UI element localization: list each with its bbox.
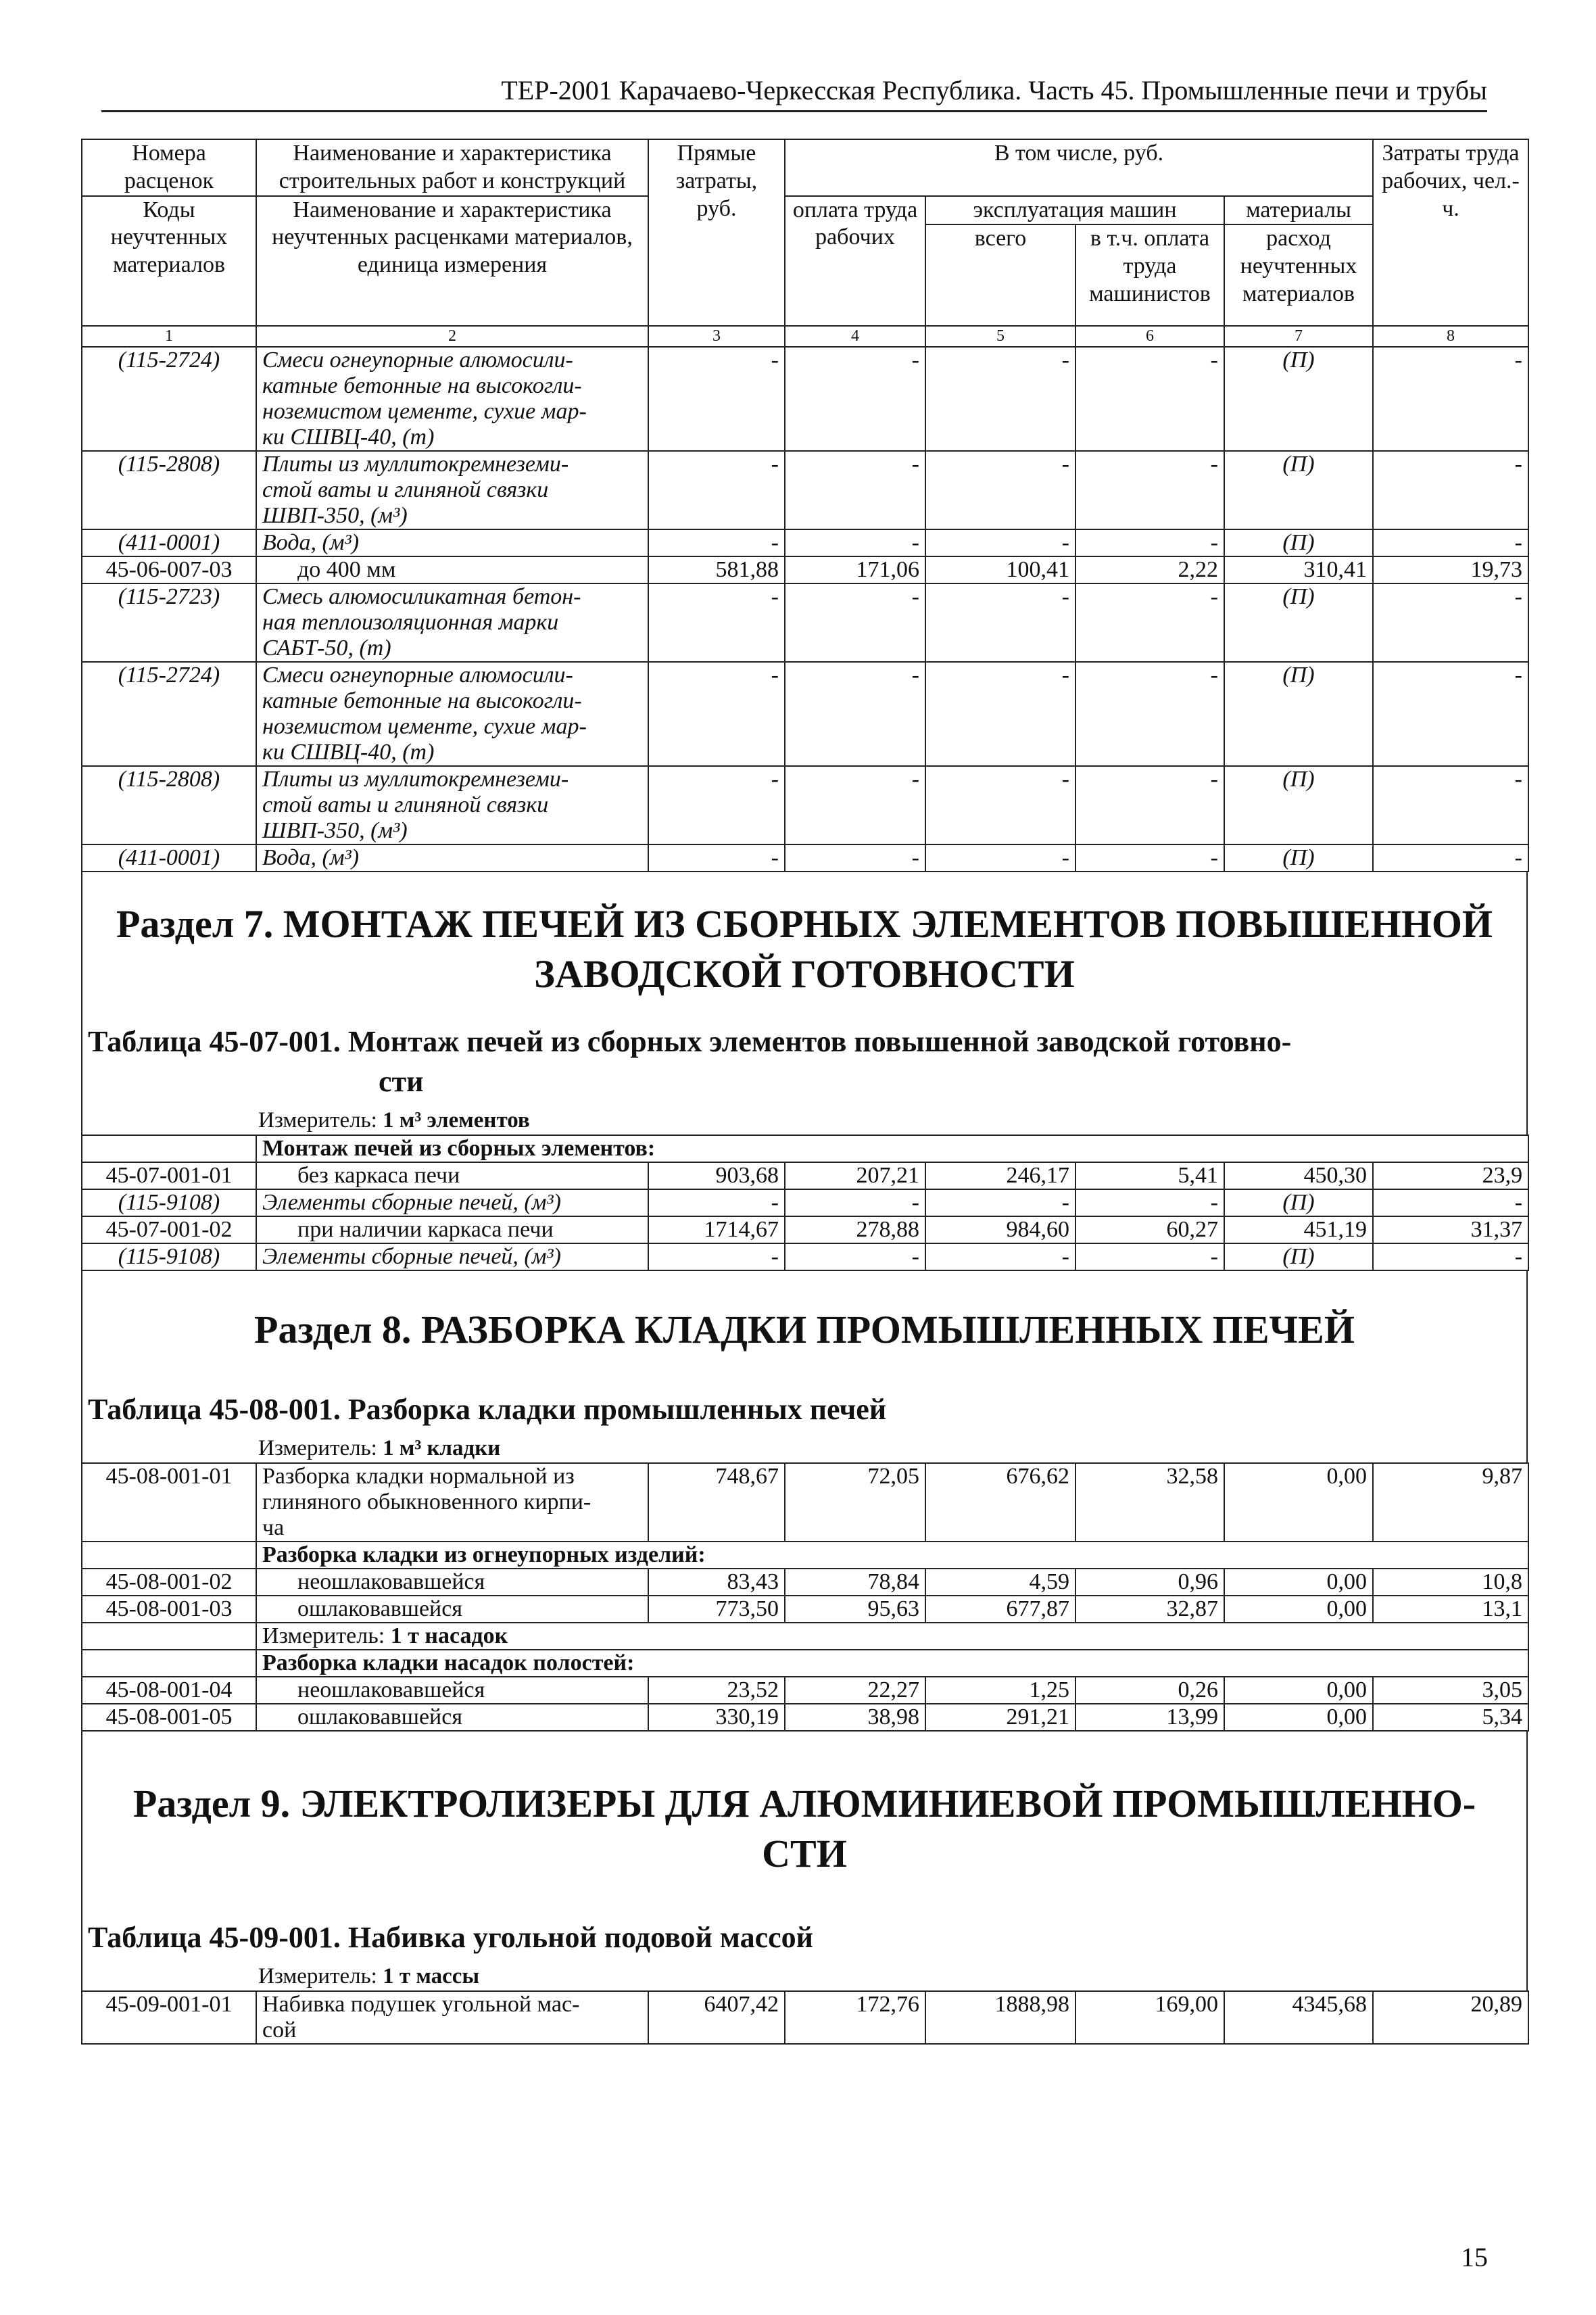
value-c8: 23,9 <box>1373 1162 1528 1189</box>
item-name-line: Набивка подушек угольной мас- <box>262 1991 580 2017</box>
value-c4: - <box>785 347 925 451</box>
table-row <box>82 662 1528 766</box>
value-c6: 13,99 <box>1075 1704 1224 1731</box>
section-9-title: Раздел 9. ЭЛЕКТРОЛИЗЕРЫ ДЛЯ АЛЮМИНИЕВОЙ ПРОМЫШЛЕННО- СТИ <box>132 1782 1476 1876</box>
value-c3: - <box>648 451 785 529</box>
value-c7: (П) <box>1224 451 1373 529</box>
item-name: при наличии каркаса печи <box>256 1216 648 1243</box>
section-7-title: Раздел 7. МОНТАЖ ПЕЧЕЙ ИЗ СБОРНЫХ ЭЛЕМЕНТОВ ПОВЫШЕННОЙ ЗАВОДСКОЙ ГОТОВНОСТИ <box>116 902 1493 997</box>
value-c5: - <box>925 347 1075 451</box>
hdr-col3: Прямые затраты, руб. <box>648 139 785 326</box>
value-c6: - <box>1075 766 1224 844</box>
value-c8: 13,1 <box>1373 1596 1528 1623</box>
value-c6: - <box>1075 347 1224 451</box>
value-c6: - <box>1075 844 1224 872</box>
item-name-line: Разборка кладки нормальной из <box>262 1464 575 1489</box>
meter-45-07: Измеритель: 1 м³ элементов <box>258 1108 530 1133</box>
value-c6: 2,22 <box>1075 556 1224 583</box>
table-45-07-001-title: Таблица 45-07-001. Монтаж печей из сборных элементов повышенной заводской готовно- сти <box>88 1024 1292 1099</box>
value-c5: 246,17 <box>925 1162 1075 1189</box>
item-name-line: стой ваты и глиняной связки <box>262 477 549 503</box>
table-row <box>82 766 1528 844</box>
value-c7: 0,00 <box>1224 1569 1373 1596</box>
section-8-title: Раздел 8. РАЗБОРКА КЛАДКИ ПРОМЫШЛЕННЫХ ПЕЧЕЙ <box>254 1308 1355 1352</box>
item-name: без каркаса печи <box>256 1162 648 1189</box>
column-number: 2 <box>256 326 648 347</box>
value-c6: 5,41 <box>1075 1162 1224 1189</box>
value-c3: - <box>648 1243 785 1270</box>
item-name-line: стой ваты и глиняной связки <box>262 792 549 818</box>
rate-code: (411-0001) <box>82 529 256 556</box>
value-c7: (П) <box>1224 529 1373 556</box>
item-name-line: ная теплоизоляционная марки <box>262 610 559 636</box>
value-c4: - <box>785 662 925 766</box>
rate-code: 45-07-001-02 <box>82 1216 256 1243</box>
value-c8: 20,89 <box>1373 1991 1528 2044</box>
value-c6: - <box>1075 1243 1224 1270</box>
item-name <box>256 662 648 766</box>
table-row <box>82 451 1528 529</box>
value-c8: - <box>1373 1189 1528 1216</box>
item-name <box>256 1463 648 1542</box>
item-name <box>256 529 648 556</box>
table-row <box>82 1216 1528 1243</box>
value-c7: 310,41 <box>1224 556 1373 583</box>
value-c3: 903,68 <box>648 1162 785 1189</box>
table-row <box>82 529 1528 556</box>
value-c5: - <box>925 1189 1075 1216</box>
item-name-line: Вода, (м³) <box>262 530 360 556</box>
section-7 <box>81 872 1528 1135</box>
value-c6: - <box>1075 451 1224 529</box>
value-c3: 23,52 <box>648 1677 785 1704</box>
value-c5: 984,60 <box>925 1216 1075 1243</box>
hdr-col2-bottom: Наименование и характеристика неучтенных расценками материалов, единица измерения <box>256 196 648 327</box>
value-c4: 72,05 <box>785 1463 925 1542</box>
item-name: неошлаковавшейся <box>256 1677 648 1704</box>
value-c4: 207,21 <box>785 1162 925 1189</box>
value-c4: 172,76 <box>785 1991 925 2044</box>
value-c7: 0,00 <box>1224 1677 1373 1704</box>
item-name-line: Плиты из муллитокремнеземи- <box>262 452 569 477</box>
value-c3: - <box>648 844 785 872</box>
value-c3: - <box>648 1189 785 1216</box>
item-name-line: Смеси огнеупорные алюмосили- <box>262 663 573 688</box>
rate-code: 45-07-001-01 <box>82 1162 256 1189</box>
value-c5: 1,25 <box>925 1677 1075 1704</box>
value-c8: 3,05 <box>1373 1677 1528 1704</box>
item-name-line: глиняного обыкновенного кирпи- <box>262 1489 591 1515</box>
rate-code: 45-08-001-04 <box>82 1677 256 1704</box>
page-header: ТЕР-2001 Карачаево-Черкесская Республика. Часть 45. Промышленные печи и трубы <box>101 74 1487 112</box>
value-c5: 676,62 <box>925 1463 1075 1542</box>
value-c7: 0,00 <box>1224 1463 1373 1542</box>
value-c3: - <box>648 347 785 451</box>
rate-code: 45-08-001-02 <box>82 1569 256 1596</box>
value-c8: - <box>1373 766 1528 844</box>
rate-code: 45-08-001-01 <box>82 1463 256 1542</box>
item-name-line: ШВП-350, (м³) <box>262 818 408 844</box>
value-c6: - <box>1075 662 1224 766</box>
value-c4: - <box>785 583 925 662</box>
value-c8: 5,34 <box>1373 1704 1528 1731</box>
rate-code: 45-08-001-05 <box>82 1704 256 1731</box>
column-number: 8 <box>1373 326 1528 347</box>
value-c5: - <box>925 662 1075 766</box>
value-c5: 4,59 <box>925 1569 1075 1596</box>
hdr-group: В том числе, руб. <box>785 139 1373 196</box>
item-name-line: Смесь алюмосиликатная бетон- <box>262 584 581 610</box>
value-c7: (П) <box>1224 347 1373 451</box>
hdr-col5: всего <box>925 224 1075 326</box>
empty-cell <box>82 1623 256 1650</box>
value-c3: 6407,42 <box>648 1991 785 2044</box>
item-name-line: Вода, (м³) <box>262 845 360 871</box>
value-c8: - <box>1373 529 1528 556</box>
value-c3: 773,50 <box>648 1596 785 1623</box>
value-c8: 9,87 <box>1373 1463 1528 1542</box>
meter-2-value: 1 т насадок <box>390 1623 508 1649</box>
rate-code: 45-08-001-03 <box>82 1596 256 1623</box>
item-name: неошлаковавшейся <box>256 1569 648 1596</box>
table-45-09-001 <box>81 1990 1529 2045</box>
table-row <box>82 1991 1528 2044</box>
value-c7: 450,30 <box>1224 1162 1373 1189</box>
item-name-line: ноземистом цементе, сухие мар- <box>262 714 587 740</box>
value-c8: - <box>1373 347 1528 451</box>
value-c5: - <box>925 766 1075 844</box>
value-c7: 451,19 <box>1224 1216 1373 1243</box>
value-c3: - <box>648 766 785 844</box>
rate-code: (115-9108) <box>82 1189 256 1216</box>
rate-code: (115-2723) <box>82 583 256 662</box>
item-name-line: катные бетонные на высокогли- <box>262 688 582 714</box>
value-c4: - <box>785 451 925 529</box>
item-name-line: ки СШВЦ-40, (т) <box>262 425 435 450</box>
item-name-line: ноземистом цементе, сухие мар- <box>262 399 587 425</box>
value-c6: - <box>1075 529 1224 556</box>
item-name <box>256 1991 648 2044</box>
table-row <box>82 1162 1528 1189</box>
table-row <box>82 347 1528 451</box>
item-name-line: катные бетонные на высокогли- <box>262 373 582 399</box>
value-c7: (П) <box>1224 1189 1373 1216</box>
item-name-line: Плиты из муллитокремнеземи- <box>262 767 569 792</box>
value-c7: (П) <box>1224 1243 1373 1270</box>
value-c3: 330,19 <box>648 1704 785 1731</box>
value-c3: 748,67 <box>648 1463 785 1542</box>
rate-code: 45-09-001-01 <box>82 1991 256 2044</box>
value-c8: - <box>1373 1243 1528 1270</box>
value-c3: 83,43 <box>648 1569 785 1596</box>
rate-code: (411-0001) <box>82 844 256 872</box>
value-c8: - <box>1373 583 1528 662</box>
hdr-col1-top: Номера расценок <box>82 139 256 196</box>
item-name: ошлаковавшейся <box>256 1704 648 1731</box>
value-c6: 32,58 <box>1075 1463 1224 1542</box>
meter-2 <box>256 1623 1528 1650</box>
value-c3: 581,88 <box>648 556 785 583</box>
column-number: 6 <box>1075 326 1224 347</box>
meter-45-09: Измеритель: 1 т массы <box>258 1963 480 1988</box>
item-name <box>256 347 648 451</box>
value-c4: - <box>785 529 925 556</box>
value-c7: 0,00 <box>1224 1704 1373 1731</box>
hdr-col1-bottom: Коды неучтенных материалов <box>82 196 256 327</box>
value-c5: - <box>925 451 1075 529</box>
document-frame <box>81 139 1528 2045</box>
item-name <box>256 766 648 844</box>
table-row <box>82 556 1528 583</box>
value-c5: 100,41 <box>925 556 1075 583</box>
value-c7: (П) <box>1224 766 1373 844</box>
empty-cell <box>82 1542 256 1569</box>
rate-code: 45-06-007-03 <box>82 556 256 583</box>
value-c4: 171,06 <box>785 556 925 583</box>
value-c4: 95,63 <box>785 1596 925 1623</box>
item-name-line: Смеси огнеупорные алюмосили- <box>262 348 573 373</box>
section-9 <box>81 1732 1528 1990</box>
item-name <box>256 583 648 662</box>
value-c8: - <box>1373 662 1528 766</box>
value-c4: - <box>785 766 925 844</box>
section-8 <box>81 1271 1528 1462</box>
group-label-refractory: Разборка кладки из огнеупорных изделий: <box>256 1542 1528 1569</box>
value-c7: (П) <box>1224 583 1373 662</box>
hdr-col7: расход неучтенных материалов <box>1224 224 1373 326</box>
item-name: Элементы сборные печей, (м³) <box>256 1189 648 1216</box>
value-c7: (П) <box>1224 844 1373 872</box>
item-name: Элементы сборные печей, (м³) <box>256 1243 648 1270</box>
group-label-nozzles: Разборка кладки насадок полостей: <box>256 1650 1528 1677</box>
value-c8: - <box>1373 451 1528 529</box>
rate-code: (115-2808) <box>82 451 256 529</box>
value-c6: - <box>1075 583 1224 662</box>
item-name-line: до 400 мм <box>297 557 396 583</box>
value-c5: - <box>925 583 1075 662</box>
table-45-08-001-title: Таблица 45-08-001. Разборка кладки промышленных печей <box>88 1392 887 1426</box>
table-row <box>82 583 1528 662</box>
value-c4: 38,98 <box>785 1704 925 1731</box>
value-c8: - <box>1373 844 1528 872</box>
table-row <box>82 1463 1528 1542</box>
value-c6: - <box>1075 1189 1224 1216</box>
value-c7: 0,00 <box>1224 1596 1373 1623</box>
value-c6: 169,00 <box>1075 1991 1224 2044</box>
value-c5: - <box>925 844 1075 872</box>
empty-cell <box>82 1650 256 1677</box>
item-name: ошлаковавшейся <box>256 1596 648 1623</box>
value-c6: 0,96 <box>1075 1569 1224 1596</box>
table-row <box>82 844 1528 872</box>
table-45-09-001-title: Таблица 45-09-001. Набивка угольной подовой массой <box>88 1920 813 1954</box>
value-c3: - <box>648 583 785 662</box>
column-number: 5 <box>925 326 1075 347</box>
group-label-45-07: Монтаж печей из сборных элементов: <box>256 1135 1528 1162</box>
value-c3: 1714,67 <box>648 1216 785 1243</box>
value-c5: 677,87 <box>925 1596 1075 1623</box>
value-c8: 10,8 <box>1373 1569 1528 1596</box>
value-c7: 4345,68 <box>1224 1991 1373 2044</box>
meter-2-label: Измеритель: <box>262 1623 385 1649</box>
column-number: 3 <box>648 326 785 347</box>
table-45-07-001 <box>81 1135 1529 1271</box>
value-c5: 291,21 <box>925 1704 1075 1731</box>
table-row <box>82 1569 1528 1596</box>
table-45-08-001 <box>81 1462 1529 1732</box>
rate-code: (115-2808) <box>82 766 256 844</box>
table-row <box>82 1704 1528 1731</box>
item-name <box>256 844 648 872</box>
value-c4: - <box>785 1189 925 1216</box>
column-number: 7 <box>1224 326 1373 347</box>
table-row <box>82 1243 1528 1270</box>
meter-45-08: Измеритель: 1 м³ кладки <box>258 1436 501 1461</box>
hdr-col6: в т.ч. оплата труда машинистов <box>1075 224 1224 326</box>
hdr-machines: эксплуатация машин <box>925 196 1224 225</box>
rates-table-top <box>81 139 1529 872</box>
hdr-col8: Затраты труда рабочих, чел.-ч. <box>1373 139 1528 326</box>
table-row <box>82 1189 1528 1216</box>
table-row <box>82 1677 1528 1704</box>
column-number: 4 <box>785 326 925 347</box>
item-name-line: сой <box>262 2017 297 2043</box>
value-c4: 78,84 <box>785 1569 925 1596</box>
value-c3: - <box>648 662 785 766</box>
value-c8: 19,73 <box>1373 556 1528 583</box>
hdr-col4: оплата труда рабочих <box>785 196 925 327</box>
value-c4: - <box>785 844 925 872</box>
value-c4: - <box>785 1243 925 1270</box>
value-c3: - <box>648 529 785 556</box>
rate-code: (115-9108) <box>82 1243 256 1270</box>
rate-code: (115-2724) <box>82 662 256 766</box>
value-c5: - <box>925 529 1075 556</box>
page-number: 15 <box>1461 2242 1488 2272</box>
item-name <box>256 556 648 583</box>
hdr-materials: материалы <box>1224 196 1373 225</box>
value-c6: 0,26 <box>1075 1677 1224 1704</box>
item-name <box>256 451 648 529</box>
column-number: 1 <box>82 326 256 347</box>
item-name-line: ки СШВЦ-40, (т) <box>262 740 435 765</box>
table-row <box>82 1596 1528 1623</box>
value-c6: 32,87 <box>1075 1596 1224 1623</box>
item-name-line: ча <box>262 1515 285 1541</box>
value-c4: 278,88 <box>785 1216 925 1243</box>
value-c8: 31,37 <box>1373 1216 1528 1243</box>
value-c4: 22,27 <box>785 1677 925 1704</box>
hdr-col2-top: Наименование и характеристика строительных работ и конструкций <box>256 139 648 196</box>
item-name-line: САБТ-50, (т) <box>262 636 391 661</box>
value-c5: 1888,98 <box>925 1991 1075 2044</box>
value-c5: - <box>925 1243 1075 1270</box>
item-name-line: ШВП-350, (м³) <box>262 503 408 529</box>
rate-code: (115-2724) <box>82 347 256 451</box>
value-c6: 60,27 <box>1075 1216 1224 1243</box>
value-c7: (П) <box>1224 662 1373 766</box>
